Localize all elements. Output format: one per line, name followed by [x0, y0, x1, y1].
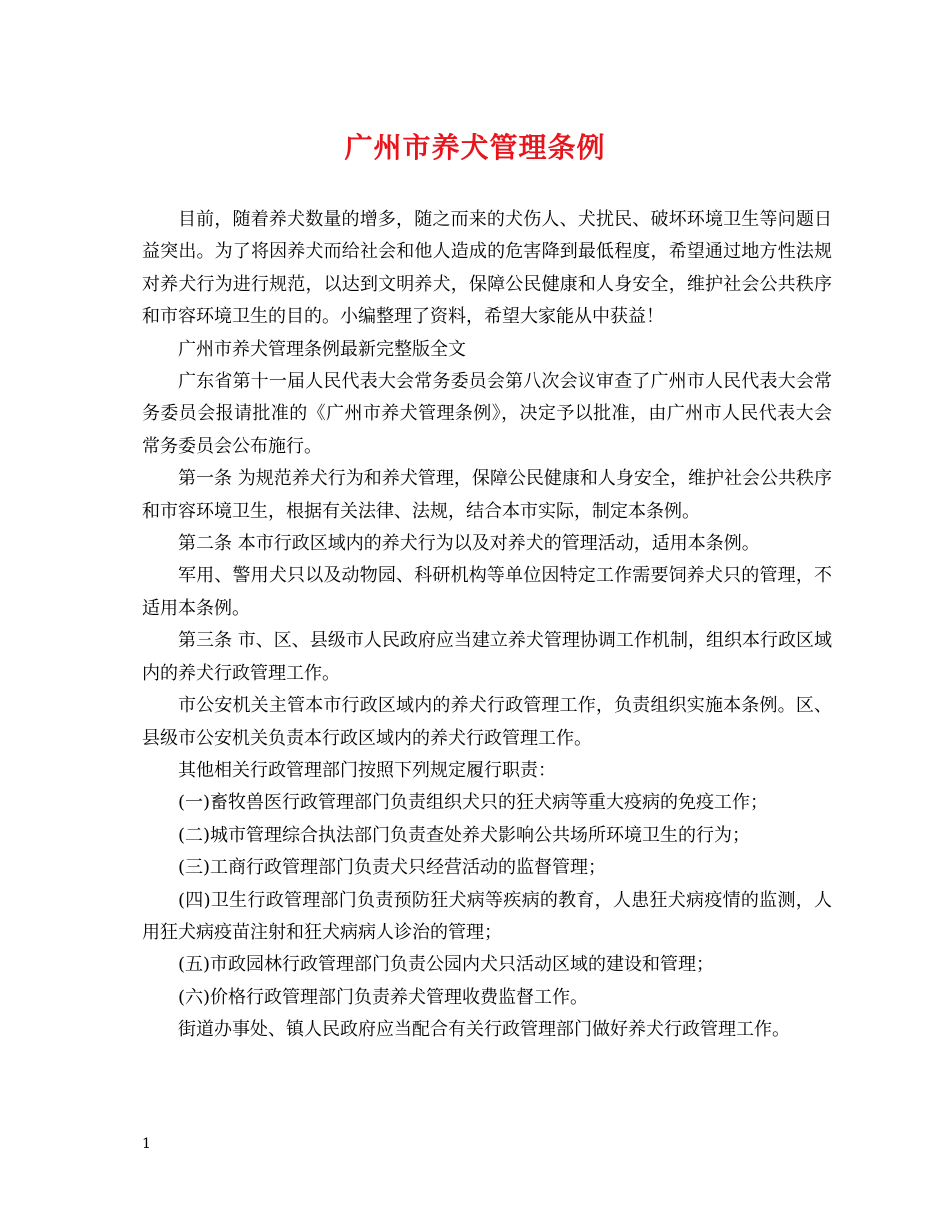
paragraph-duty-3: (三)工商行政管理部门负责犬只经营活动的监督管理；	[178, 857, 607, 879]
paragraph-duty-5: (五)市政园林行政管理部门负责公园内犬只活动区域的建设和管理；	[178, 954, 715, 976]
paragraph-article-2: 第二条 本市行政区域内的养犬行为以及对养犬的管理活动，适用本条例。	[178, 533, 760, 555]
paragraph-street-offices: 街道办事处、镇人民政府应当配合有关行政管理部门做好养犬行政管理工作。	[178, 1019, 790, 1041]
paragraph-article-1: 第一条 为规范养犬行为和养犬管理，保障公民健康和人身安全，维护社会公共秩序和市容环境卫生，根据有关法律、法规，结合本市实际，制定本条例。	[142, 468, 832, 522]
paragraph-duty-2: (二)城市管理综合执法部门负责查处养犬影响公共场所环境卫生的行为；	[178, 824, 751, 846]
paragraph-duty-4: (四)卫生行政管理部门负责预防狂犬病等疾病的教育，人患狂犬病疫情的监测，人用狂犬病疫苗注射和狂犬病病人诊治的管理；	[142, 889, 832, 943]
paragraph-article-2-exception: 军用、警用犬只以及动物园、科研机构等单位因特定工作需要饲养犬只的管理，不适用本条例。	[142, 565, 832, 619]
paragraph-duty-1: (一)畜牧兽医行政管理部门负责组织犬只的狂犬病等重大疫病的免疫工作；	[178, 792, 769, 814]
document-title: 广州市养犬管理条例	[344, 131, 606, 164]
paragraph-duties-intro: 其他相关行政管理部门按照下列规定履行职责：	[178, 759, 556, 781]
paragraph-subtitle: 广州市养犬管理条例最新完整版全文	[178, 338, 466, 360]
page-number: 1	[142, 1136, 151, 1152]
paragraph-approval: 广东省第十一届人民代表大会常务委员会第八次会议审查了广州市人民代表大会常务委员会报请批准的《广州市养犬管理条例》，决定予以批准，由广州市人民代表大会常务委员会公布施行。	[142, 371, 832, 457]
paragraph-public-security: 市公安机关主管本市行政区域内的养犬行政管理工作，负责组织实施本条例。区、县级市公安机关负责本行政区域内的养犬行政管理工作。	[142, 695, 832, 749]
document-body	[142, 204, 832, 1047]
paragraph-intro: 目前，随着养犬数量的增多，随之而来的犬伤人、犬扰民、破坏环境卫生等问题日益突出。为了将因养犬而给社会和他人造成的危害降到最低程度，希望通过地方性法规对养犬行为进行规范，以达到文明养犬，保障公民健康和人身安全，维护社会公共秩序和市容环境卫生的目的。小编整理了资料，希望大家能从中获益！	[142, 209, 832, 328]
paragraph-article-3: 第三条 市、区、县级市人民政府应当建立养犬管理协调工作机制，组织本行政区域内的养犬行政管理工作。	[142, 630, 832, 684]
paragraph-duty-6: (六)价格行政管理部门负责养犬管理收费监督工作。	[178, 986, 589, 1008]
